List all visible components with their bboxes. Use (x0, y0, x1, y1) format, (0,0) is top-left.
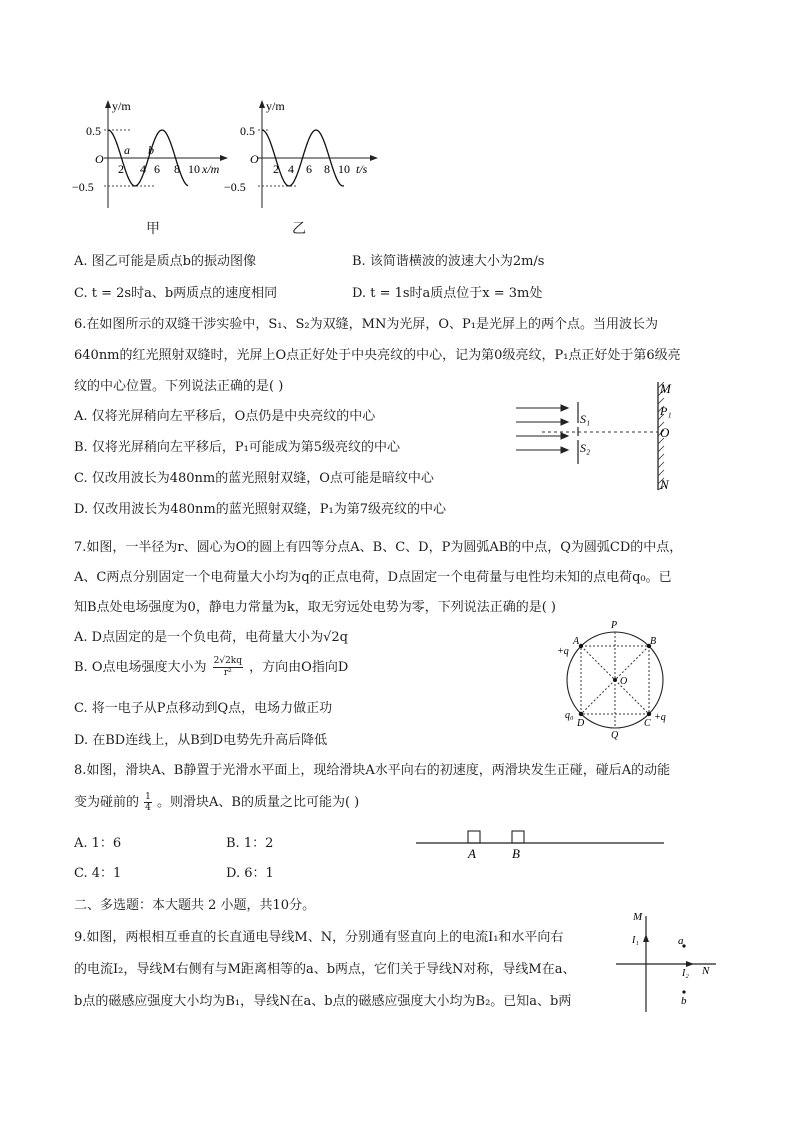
wave-graph-jia (60, 96, 240, 236)
q6-option-d: D. 仅改用波长为480nm的蓝光照射双缝，P₁为第7级亮纹的中心 (74, 502, 446, 517)
q7-option-b-suffix: ，方向由O指向D (249, 660, 349, 675)
label-m: M (660, 381, 671, 396)
origin-label: O (95, 152, 104, 166)
label-c: C (644, 718, 651, 729)
point-c (647, 712, 651, 716)
wave-graph-yi (220, 96, 390, 236)
tick-2: 2 (118, 162, 124, 176)
q7-stem-line-3: 知B点处电场强度为0，静电力常量为k，取无穷远处电势为零，下列说法正确的是( ) (74, 600, 556, 615)
y-label: y/m (112, 99, 131, 113)
q7-option-a: A. D点固定的是一个负电荷，电荷量大小为√2q (74, 630, 348, 645)
q6-option-c: C. 仅改用波长为480nm的蓝光照射双缝，O点可能是暗纹中心 (74, 471, 434, 486)
current-i1-arrow (643, 934, 649, 942)
q7-stem-line-1: 7.如图，一半径为r、圆心为O的圆上有四等分点A、B、C、D，P为圆弧AB的中点，Q为圆弧CD的中点， (74, 540, 683, 555)
incident-light-arrows (516, 405, 568, 453)
label-a: A (573, 636, 580, 647)
q6-stem-line-1: 6.在如图所示的双缝干涉实验中，S₁、S₂为双缝，MN为光屏，O、P₁是光屏上的两个点。当用波长为 (74, 317, 658, 332)
tick-10: 10 (338, 162, 350, 176)
label-p1: P₁ (660, 404, 672, 418)
point-a (579, 644, 583, 648)
sliders-diagram (412, 826, 672, 862)
q8-stem-prefix: 变为碰前的 (74, 795, 140, 810)
y-axis-arrow (105, 100, 111, 108)
y-pos-label: 0.5 (240, 124, 255, 138)
label-d: D (577, 718, 585, 729)
circle-charge-diagram (555, 618, 685, 742)
y-pos-label: 0.5 (86, 124, 101, 138)
slider-b (512, 831, 524, 843)
q5-option-c: C. t = 2s时a、b两质点的速度相同 (74, 286, 278, 301)
y-label: y/m (266, 99, 285, 113)
fraction-denominator: 4 (145, 803, 151, 813)
label-a: a (678, 935, 684, 947)
origin-label: O (250, 152, 259, 166)
q8-stem-line-2 (74, 791, 359, 813)
y-neg-label: −0.5 (72, 180, 94, 194)
section-heading-multiple-choice: 二、多选题：本大题共 2 小题，共10分。 (74, 898, 316, 913)
tick-4: 4 (140, 162, 146, 176)
label-o: O (660, 425, 670, 440)
point-o (613, 678, 617, 682)
label-s2: S₂ (580, 441, 591, 455)
q7-option-c: C. 将一电子从P点移动到Q点，电场力做正功 (74, 701, 333, 716)
q6-stem-line-2: 640nm的红光照射双缝时，光屏上O点正好处于中央亮纹的中心，记为第0级亮纹，P₁点正好处于第6级亮 (74, 348, 681, 363)
q8-option-a: A. 1：6 (74, 836, 122, 851)
q7-option-b (74, 656, 348, 679)
label-plus-q-left: +q (557, 646, 569, 657)
q9-stem-line-1: 9.如图，两根相互垂直的长直通电导线M、N，分别通有竖直向上的电流I₁和水平向右 (74, 930, 564, 945)
label-q0: q₀ (565, 710, 574, 721)
point-b (682, 990, 685, 993)
q6-option-a: A. 仅将光屏稍向左平移后，O点仍是中央亮纹的中心 (74, 409, 376, 424)
label-i2: I₂ (682, 968, 689, 979)
perpendicular-wires-diagram (612, 908, 722, 1014)
q8-fraction (144, 792, 152, 813)
point-a-label: a (124, 143, 130, 157)
caption-yi: 乙 (292, 221, 306, 237)
label-m: M (633, 911, 643, 923)
tick-8: 8 (174, 162, 180, 176)
label-b: B (650, 636, 657, 647)
slider-a (468, 831, 480, 843)
q6-option-b: B. 仅将光屏稍向左平移后，P₁可能成为第5级亮纹的中心 (74, 440, 401, 455)
fraction-numerator: 1 (145, 792, 151, 802)
label-p: P (611, 620, 618, 631)
q5-option-d: D. t = 1s时a质点位于x = 3m处 (352, 286, 543, 301)
q8-stem-line-1: 8.如图，滑块A、B静置于光滑水平面上，现给滑块A水平向右的初速度，两滑块发生正碰，碰后A的动能 (74, 763, 671, 778)
q8-option-d: D. 6：1 (226, 866, 274, 881)
double-slit-diagram (512, 378, 692, 498)
current-i2-arrow (686, 961, 694, 967)
q8-option-c: C. 4：1 (74, 866, 122, 881)
caption-jia: 甲 (146, 221, 160, 237)
point-b-label: b (148, 143, 154, 157)
q7-option-d: D. 在BD连线上，从B到D电势先升高后降低 (74, 733, 328, 748)
tick-10: 10 (188, 162, 200, 176)
tick-6: 6 (154, 162, 160, 176)
label-b: b (681, 995, 687, 1007)
y-neg-label: −0.5 (224, 180, 246, 194)
tick-4: 4 (288, 162, 294, 176)
x-label: t/s (356, 162, 368, 176)
label-o: O (620, 676, 628, 687)
q8-option-b: B. 1：2 (226, 836, 274, 851)
tick-8: 8 (324, 162, 330, 176)
q9-stem-line-2: 的电流I₂，导线M右侧有与M距离相等的a、b两点，它们关于导线N对称，导线M在a、 (74, 962, 576, 977)
label-s1: S₁ (580, 412, 591, 426)
label-i1: I₁ (632, 935, 639, 946)
q6-stem-line-3: 纹的中心位置。下列说法正确的是( ) (74, 379, 284, 394)
label-b: B (512, 846, 520, 861)
tick-2: 2 (273, 162, 279, 176)
label-a: A (468, 846, 476, 861)
label-n: N (660, 477, 669, 492)
x-axis-arrow (370, 155, 378, 161)
label-n: N (702, 965, 710, 977)
q8-stem-suffix: 。则滑块A、B的质量之比可能为( ) (157, 795, 360, 810)
q7-stem-line-2: A、C两点分别固定一个电荷量大小均为q的正点电荷，D点固定一个电荷量与电性均未知的点电荷q₀。已 (74, 570, 672, 585)
tick-6: 6 (306, 162, 312, 176)
label-plus-q-right: +q (654, 712, 666, 723)
fraction-denominator: r² (223, 668, 232, 678)
q5-option-a: A. 图乙可能是质点b的振动图像 (74, 254, 256, 269)
q9-stem-line-3: b点的磁感应强度大小均为B₁，导线N在a、b点的磁感应强度大小均为B₂。已知a、b两 (74, 994, 572, 1009)
fraction-numerator: 2√2kq (213, 656, 243, 666)
x-label: x/m (202, 162, 220, 176)
label-q: Q (611, 730, 619, 741)
q7-option-b-prefix: B. O点电场强度大小为 (74, 660, 207, 675)
q7-option-b-fraction (213, 656, 243, 679)
point-d (579, 712, 583, 716)
q5-option-b: B. 该简谐横波的波速大小为2m/s (352, 254, 545, 269)
y-axis-arrow (259, 100, 265, 108)
